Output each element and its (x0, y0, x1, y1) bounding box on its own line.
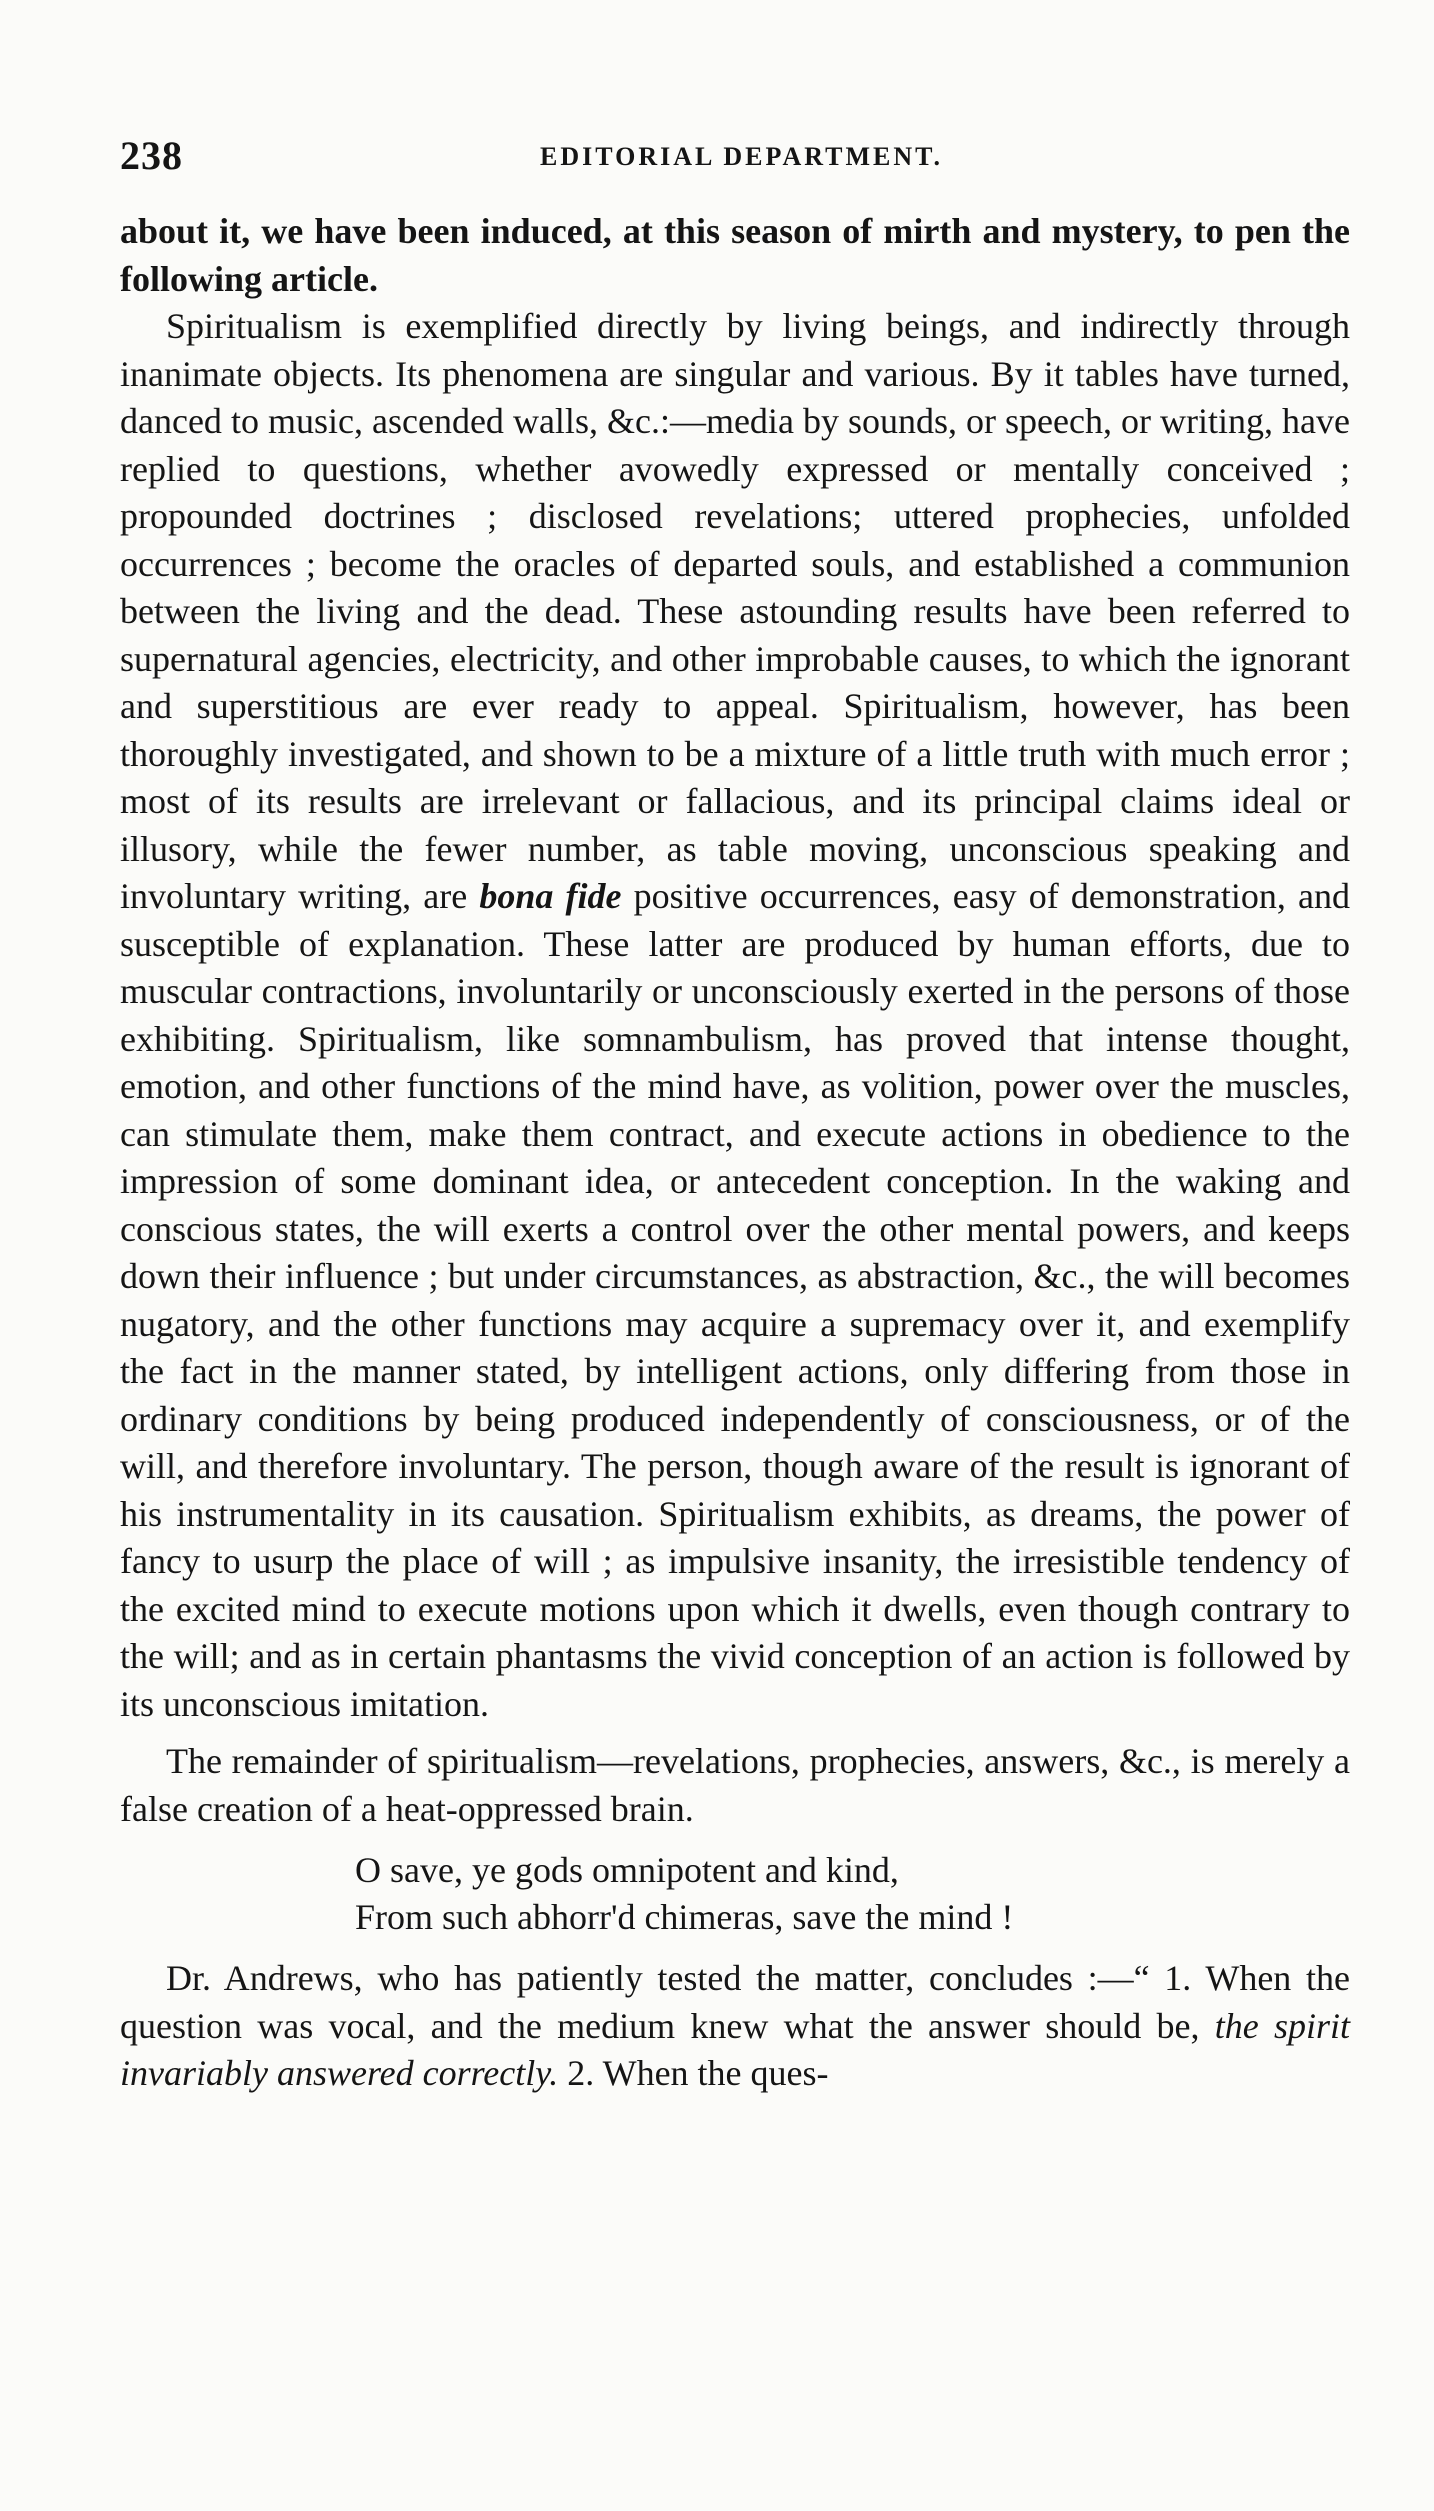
italic-phrase-spirit: the spirit invariably answered correctly. (120, 2005, 1350, 2093)
paragraph-remainder: The remainder of spiritualism—revelations, prophecies, answers, &c., is merely a false creation of a heat-oppressed brain. (120, 1741, 1350, 1829)
verse-line: From such abhorr'd chimeras, save the mind ! (355, 1897, 1014, 1937)
italic-phrase-bona-fide: bona fide (479, 876, 622, 916)
paragraph-text: 2. When the ques- (567, 2053, 829, 2093)
opening-lines: about it, we have been induced, at this season of mirth and mystery, to pen the following article. (120, 211, 1350, 299)
paragraph-andrews (120, 1955, 1350, 2098)
running-head: EDITORIAL DEPARTMENT. (540, 142, 944, 171)
verse-quotation (120, 1847, 1350, 1941)
verse-line: O save, ye gods omnipotent and kind, (355, 1850, 899, 1890)
article-body (120, 208, 1350, 2098)
page-header (120, 132, 1350, 182)
page-number: 238 (120, 133, 183, 178)
paragraph-text: Spiritualism is exemplified directly by living beings, and indirectly through inanimate objects. Its phenomena are singular and various. By it tables have turned, danced to music, ascended walls, &c.:—media by sounds, or speech, or writing, have replied to questions, whether avowedly expressed or mentally conceived ; propounded doctrines ; disclosed revelations; uttered prophecies, unfolded occurrences ; become the oracles of departed souls, and established a communion between the living and the dead. These astounding results have been referred to supernatural agencies, electricity, and other improbable causes, to which the ignorant and superstitious are ever ready to appeal. Spiritualism, however, has been thoroughly investigated, and shown to be a mixture of a little truth with much error ; most of its results are irrelevant or fallacious, and its principal claims ideal or illusory, while the fewer number, as table moving, unconscious speaking and involuntary writing, are (120, 306, 1350, 916)
paragraph-text: Dr. Andrews, who has patiently tested the matter, concludes :—“ 1. When the question was vocal, and the medium knew what the answer should be, (120, 1958, 1350, 2046)
paragraph-text: positive occurrences, easy of demonstration, and susceptible of explanation. These latter are produced by human efforts, due to muscular contractions, involuntarily or unconsciously exerted in the persons of those exhibiting. Spiritualism, like somnambulism, has proved that intense thought, emotion, and other functions of the mind have, as volition, power over the muscles, can stimulate them, make them contract, and execute actions in obedience to the impression of some dominant idea, or antecedent conception. In the waking and conscious states, the will exerts a control over the other mental powers, and keeps down their influence ; but under circumstances, as abstraction, &c., the will becomes nugatory, and the other functions may acquire a supremacy over it, and exemplify the fact in the manner stated, by intelligent actions, only differing from those in ordinary conditions by being produced independently of consciousness, or of the will, and therefore involuntary. The person, though aware of the result is ignorant of his instrumentality in its causation. Spiritualism exhibits, as dreams, the power of fancy to usurp the place of will ; as impulsive insanity, the irresistible tendency of the excited mind to execute motions upon which it dwells, even though contrary to the will; and as in certain phantasms the vivid conception of an action is followed by its unconscious imitation. (120, 876, 1350, 1724)
paragraph-spiritualism (120, 303, 1350, 1728)
